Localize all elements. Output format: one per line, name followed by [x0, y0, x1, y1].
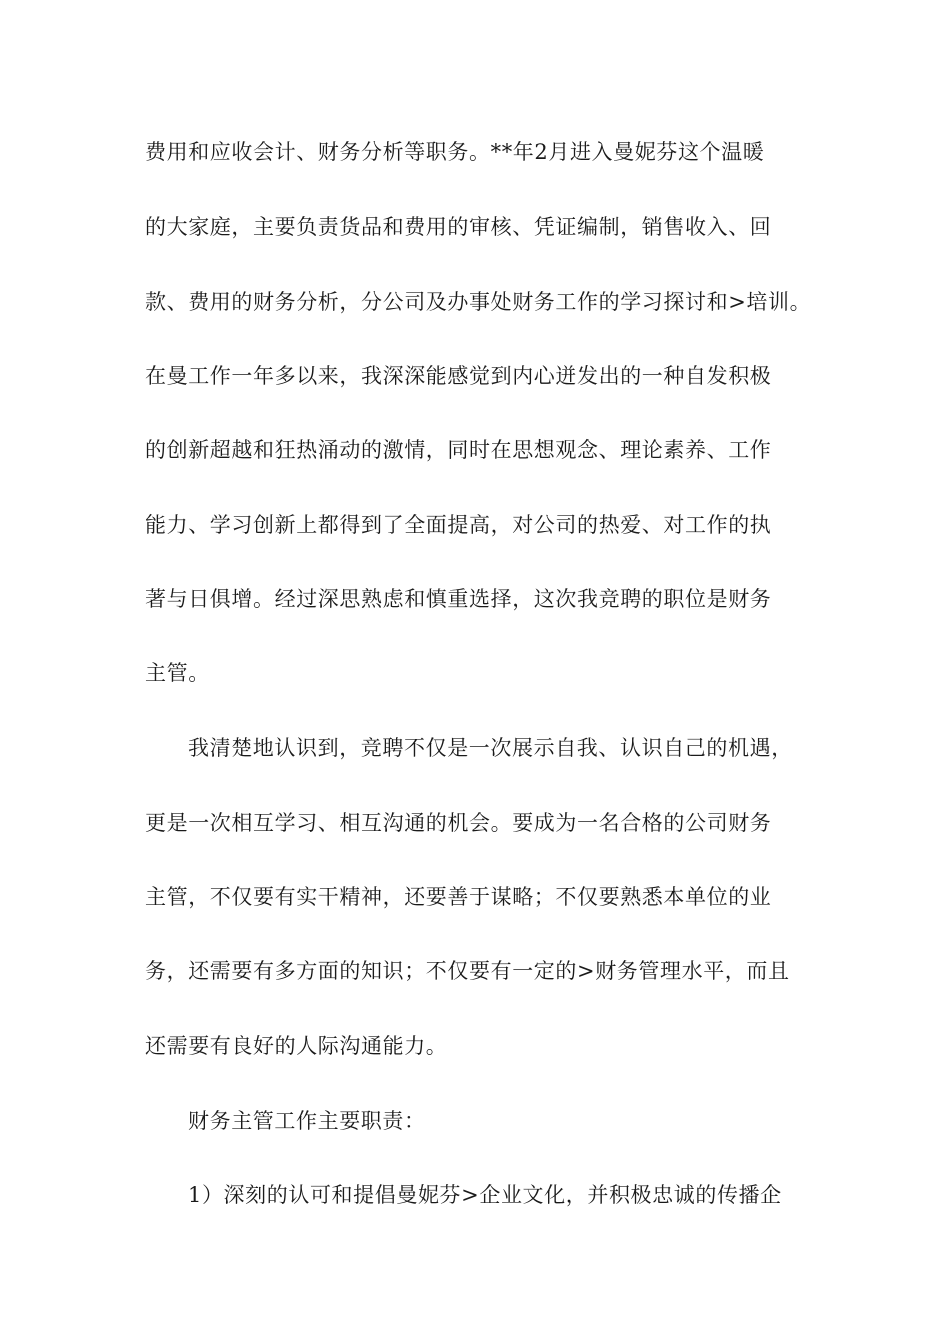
paragraph-recognition-line-2: 更是一次相互学习、相互沟通的机会。要成为一名合格的公司财务 — [145, 811, 772, 835]
paragraph-intro-line-5: 的创新超越和狂热涌动的激情，同时在思想观念、理论素养、工作 — [145, 438, 772, 462]
paragraph-recognition-line-4: 务，还需要有多方面的知识；不仅要有一定的>财务管理水平，而且 — [145, 959, 790, 983]
paragraph-intro-line-4: 在曼工作一年多以来，我深深能感觉到内心迸发出的一种自发积极 — [145, 364, 772, 388]
paragraph-intro-line-7: 著与日俱增。经过深思熟虑和慎重选择，这次我竞聘的职位是财务 — [145, 587, 772, 611]
paragraph-recognition-line-1: 我清楚地认识到，竞聘不仅是一次展示自我、认识自己的机遇， — [188, 736, 793, 760]
paragraph-recognition-line-3: 主管，不仅要有实干精神，还要善于谋略；不仅要熟悉本单位的业 — [145, 885, 772, 909]
paragraph-intro-line-2: 的大家庭，主要负责货品和费用的审核、凭证编制，销售收入、回 — [145, 215, 772, 239]
duty-item-1: 1）深刻的认可和提倡曼妮芬>企业文化，并积极忠诚的传播企 — [188, 1183, 782, 1207]
paragraph-intro-line-6: 能力、学习创新上都得到了全面提高，对公司的热爱、对工作的执 — [145, 513, 772, 537]
paragraph-intro-line-8: 主管。 — [145, 661, 210, 685]
paragraph-recognition-line-5: 还需要有良好的人际沟通能力。 — [145, 1034, 448, 1058]
duties-heading: 财务主管工作主要职责： — [188, 1109, 426, 1133]
paragraph-intro-line-1: 费用和应收会计、财务分析等职务。**年2月进入曼妮芬这个温暖 — [145, 140, 765, 164]
paragraph-intro-line-3: 款、费用的财务分析，分公司及办事处财务工作的学习探讨和>培训。 — [145, 290, 812, 314]
